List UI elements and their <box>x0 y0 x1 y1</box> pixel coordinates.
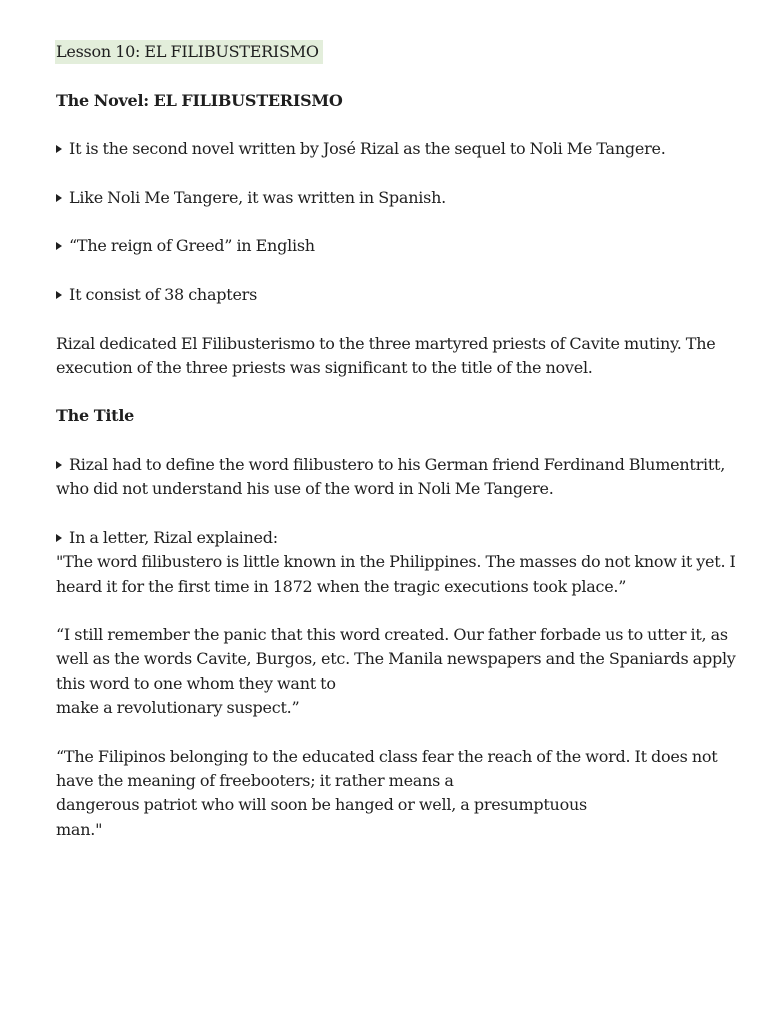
triangle-right-icon <box>56 534 62 542</box>
quote-line: man." <box>56 819 103 839</box>
title-bullet <box>56 526 740 550</box>
title-bullet-text: In a letter, Rizal explained: <box>69 527 278 547</box>
triangle-right-icon <box>56 291 62 299</box>
letter-block <box>56 526 740 599</box>
novel-bullet-text: “The reign of Greed” in English <box>69 236 315 256</box>
quote-line: make a revolutionary suspect.” <box>56 698 300 718</box>
triangle-right-icon <box>56 242 62 250</box>
lesson-tag-line <box>56 40 740 64</box>
title-heading: The Title <box>56 406 135 426</box>
dedication-paragraph: Rizal dedicated El Filibusterismo to the three martyred priests of Cavite mutiny. The execution of the three priests was significant to the title of the novel. <box>56 333 716 377</box>
quote-line: “I still remember the panic that this word created. Our father forbade us to utter it, as well as the words Cavite, Burgos, etc. The Manila newspapers and the Spaniards apply this word to one whom they want to <box>56 625 736 693</box>
novel-bullet <box>56 283 740 307</box>
novel-bullet-text: Like Noli Me Tangere, it was written in Spanish. <box>69 187 446 207</box>
novel-bullet-text: It is the second novel written by José Rizal as the sequel to Noli Me Tangere. <box>69 139 666 159</box>
triangle-right-icon <box>56 461 62 469</box>
quote-paragraph <box>56 745 740 842</box>
triangle-right-icon <box>56 145 62 153</box>
title-bullet <box>56 453 740 502</box>
novel-bullet-text: It consist of 38 chapters <box>69 284 258 304</box>
novel-heading: The Novel: EL FILIBUSTERISMO <box>56 90 343 110</box>
quote-paragraph <box>56 623 740 720</box>
document-body <box>56 40 740 866</box>
lesson-tag: Lesson 10: EL FILIBUSTERISMO <box>55 40 323 64</box>
triangle-right-icon <box>56 194 62 202</box>
quote-line: dangerous patriot who will soon be hanged or well, a presumptuous <box>56 795 587 815</box>
novel-bullet <box>56 234 740 258</box>
quote-paragraph: "The word filibustero is little known in the Philippines. The masses do not know it yet. I heard it for the first time in 1872 when the tragic executions took place.” <box>56 552 736 596</box>
quote-line: “The Filipinos belonging to the educated class fear the reach of the word. It does not have the meaning of freebooters; it rather means a <box>56 746 718 790</box>
novel-bullet <box>56 186 740 210</box>
novel-bullet <box>56 137 740 161</box>
title-bullet-text: Rizal had to define the word filibustero to his German friend Ferdinand Blumentritt, who did not understand his use of the word in Noli Me Tangere. <box>56 455 726 499</box>
